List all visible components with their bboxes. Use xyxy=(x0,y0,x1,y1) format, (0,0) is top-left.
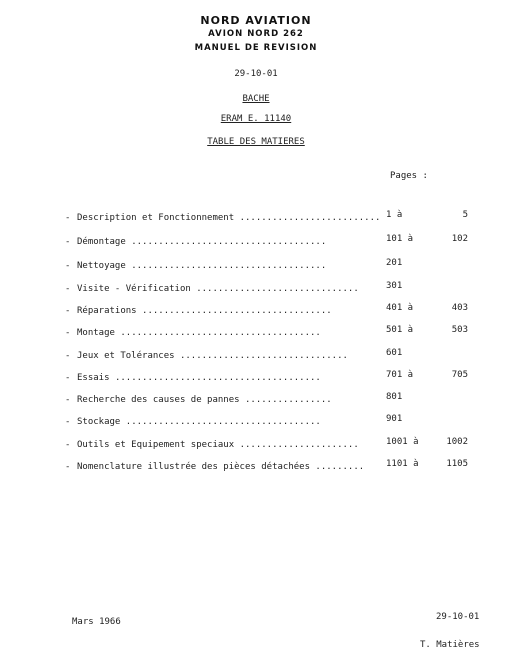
toc-entry xyxy=(0,459,512,478)
toc-leader-dots: ...................... xyxy=(239,440,359,450)
toc-title-wrap xyxy=(77,213,380,223)
toc-title: Essais xyxy=(77,373,110,383)
toc-dash: - xyxy=(65,417,71,427)
toc-dash: - xyxy=(65,351,71,361)
toc-dash: - xyxy=(65,395,71,405)
toc-page-end: 102 xyxy=(451,234,468,244)
toc-title: Démontage xyxy=(77,237,126,247)
toc-title: Jeux et Tolérances xyxy=(77,351,175,361)
toc-leader-dots: ...................................... xyxy=(114,373,321,383)
toc-title-wrap xyxy=(77,395,332,405)
toc-title-wrap xyxy=(77,417,321,427)
document-date: 29-10-01 xyxy=(234,69,278,79)
toc-entry xyxy=(0,348,512,367)
toc-dash: - xyxy=(65,306,71,316)
company-name: NORD AVIATION xyxy=(200,14,312,27)
footer-section-label: T. Matières xyxy=(420,640,480,650)
toc-page-start: 301 xyxy=(386,281,403,291)
toc-title-wrap xyxy=(77,284,359,294)
toc-page-end: 1105 xyxy=(446,459,468,469)
toc-page-start: 1001 à xyxy=(386,437,419,447)
toc-page-start: 201 xyxy=(386,258,403,268)
toc-entry xyxy=(0,258,512,277)
toc-entry xyxy=(0,414,512,433)
toc-title-wrap xyxy=(77,328,321,338)
toc-page-end: 5 xyxy=(462,210,468,220)
toc-title-wrap xyxy=(77,351,348,361)
toc-title-wrap xyxy=(77,462,364,472)
toc-title: Nomenclature illustrée des pièces détachées xyxy=(77,462,310,472)
toc-page-start: 501 à xyxy=(386,325,414,335)
toc-leader-dots: ............................... xyxy=(179,351,348,361)
toc-page-start: 101 à xyxy=(386,234,414,244)
toc-title: Stockage xyxy=(77,417,121,427)
toc-page-end: 503 xyxy=(451,325,468,335)
toc-title: Description et Fonctionnement xyxy=(77,213,235,223)
toc-title-wrap xyxy=(77,237,326,247)
toc-dash: - xyxy=(65,462,71,472)
footer-date-left: Mars 1966 xyxy=(72,617,121,627)
toc-entry xyxy=(0,392,512,411)
toc-title-wrap xyxy=(77,306,332,316)
toc-title-wrap xyxy=(77,440,359,450)
toc-title: Outils et Equipement speciaux xyxy=(77,440,235,450)
toc-entry xyxy=(0,370,512,389)
toc-page-start: 401 à xyxy=(386,303,414,313)
toc-entry xyxy=(0,281,512,300)
toc-entry xyxy=(0,234,512,253)
toc-leader-dots: .............................. xyxy=(196,284,359,294)
toc-page-start: 701 à xyxy=(386,370,414,380)
toc-title: Nettoyage xyxy=(77,261,126,271)
component-name: BACHE xyxy=(242,94,270,104)
toc-leader-dots: ..................................... xyxy=(120,328,321,338)
toc-title: Montage xyxy=(77,328,115,338)
aircraft-name: AVION NORD 262 xyxy=(208,29,304,39)
toc-leader-dots: ................ xyxy=(244,395,332,405)
toc-page-start: 601 xyxy=(386,348,403,358)
toc-entry xyxy=(0,437,512,456)
toc-page-start: 801 xyxy=(386,392,403,402)
toc-page-start: 901 xyxy=(386,414,403,424)
toc-dash: - xyxy=(65,237,71,247)
toc-title-wrap xyxy=(77,261,326,271)
toc-entry xyxy=(0,210,512,229)
toc-title-wrap xyxy=(77,373,321,383)
toc-leader-dots: .................................... xyxy=(125,417,321,427)
section-title: TABLE DES MATIERES xyxy=(207,137,305,147)
toc-leader-dots: .................................... xyxy=(131,261,327,271)
toc-page-start: 1101 à xyxy=(386,459,419,469)
toc-page-end: 705 xyxy=(451,370,468,380)
toc-leader-dots: ................................... xyxy=(142,306,332,316)
toc-page-end: 403 xyxy=(451,303,468,313)
toc-dash: - xyxy=(65,213,71,223)
part-number: ERAM E. 11140 xyxy=(220,114,292,124)
toc-entry xyxy=(0,325,512,344)
toc-dash: - xyxy=(65,261,71,271)
toc-dash: - xyxy=(65,440,71,450)
toc-title: Recherche des causes de pannes xyxy=(77,395,240,405)
footer-date-right: 29-10-01 xyxy=(436,612,480,622)
toc-dash: - xyxy=(65,284,71,294)
pages-column-label: Pages : xyxy=(390,171,428,181)
toc-dash: - xyxy=(65,328,71,338)
manual-title: MANUEL DE REVISION xyxy=(194,43,318,53)
toc-leader-dots: .................................... xyxy=(131,237,327,247)
toc-page-end: 1002 xyxy=(446,437,468,447)
toc-leader-dots: .......................... xyxy=(239,213,381,223)
toc-title: Visite - Vérification xyxy=(77,284,191,294)
toc-leader-dots: ......... xyxy=(315,462,365,472)
toc-entry xyxy=(0,303,512,322)
toc-page-start: 1 à xyxy=(386,210,403,220)
toc-title: Réparations xyxy=(77,306,137,316)
toc-dash: - xyxy=(65,373,71,383)
